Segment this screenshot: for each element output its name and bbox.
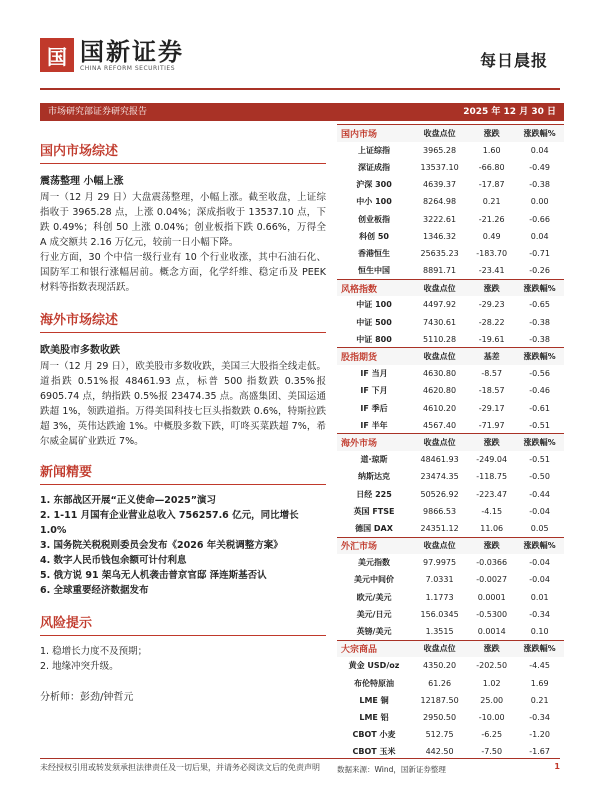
table-row <box>337 589 564 606</box>
instrument-name: CBOT 玉米 <box>352 747 396 757</box>
table-cell: 0.05 <box>530 523 549 533</box>
column-header: 涨跌幅% <box>515 348 564 365</box>
news-item[interactable]: 5. 俄方说 91 架乌无人机袭击普京官邸 泽连斯基否认 <box>40 570 267 581</box>
table-cell: 8891.71 <box>423 265 457 275</box>
table-cell: 4639.37 <box>423 180 457 190</box>
table-row <box>337 314 564 331</box>
table-cell: 50526.92 <box>420 489 459 499</box>
table-row <box>337 142 564 159</box>
table-cell: -0.61 <box>529 403 550 413</box>
table-cell: -19.61 <box>478 334 505 344</box>
table-cell: -23.41 <box>478 265 505 275</box>
table-cell: -0.26 <box>529 265 550 275</box>
table-cell: -6.25 <box>481 730 503 740</box>
table-cell: -0.50 <box>529 472 550 482</box>
column-header: 涨跌 <box>468 434 515 451</box>
table-cell: 12187.50 <box>420 695 459 705</box>
market-table-panel <box>337 124 564 775</box>
table-cell: -0.34 <box>529 609 550 619</box>
table-row <box>337 365 564 382</box>
news-title: 新闻精要 <box>40 461 326 485</box>
table-cell: 7430.61 <box>423 317 457 327</box>
document-title: 每日晨报 <box>479 51 548 70</box>
brand-name: 国新证券 <box>80 38 184 66</box>
table-row <box>337 692 564 709</box>
table-cell: 2950.50 <box>423 712 457 722</box>
instrument-name: 恒生中国 <box>358 265 391 275</box>
table-cell: 4620.80 <box>423 386 457 396</box>
table-cell: -0.56 <box>529 369 550 379</box>
table-cell: -0.0366 <box>476 558 508 568</box>
domestic-title: 国内市场综述 <box>40 140 326 164</box>
table-cell: 7.0331 <box>425 575 454 585</box>
column-header: 收盘点位 <box>411 537 468 554</box>
table-cell: 24351.12 <box>420 523 459 533</box>
risk-item: 1. 稳增长力度不及预期； <box>40 646 148 657</box>
domestic-paragraph-1: 周一（12 月 29 日）大盘震荡整理，小幅上涨。截至收盘，上证综指收于 3965.28 点，上涨 0.04%；深成指收于 13537.10 点，下跌 0.49%；科创 50 上涨 0.04%；创业板指下跌 0.66%，万得全 A 成交额共 2.16 万亿元，较前一日小幅下降。 <box>40 192 326 248</box>
instrument-name: 美元指数 <box>358 558 391 568</box>
table-cell: -0.34 <box>529 712 550 722</box>
table-section-header <box>337 279 564 296</box>
instrument-name: 科创 50 <box>359 231 389 241</box>
table-cell: 48461.93 <box>420 455 459 465</box>
column-header: 涨跌幅% <box>515 537 564 554</box>
table-cell: -0.0027 <box>476 575 508 585</box>
report-bar <box>40 103 564 121</box>
table-cell: 1.69 <box>530 678 549 688</box>
table-cell: 8264.98 <box>423 197 457 207</box>
table-cell: -8.57 <box>481 369 503 379</box>
column-header: 收盘点位 <box>411 279 468 296</box>
table-row <box>337 657 564 674</box>
table-row <box>337 193 564 210</box>
table-section-header <box>337 125 564 142</box>
column-header: 涨跌幅% <box>515 279 564 296</box>
table-row <box>337 382 564 399</box>
brand-subtitle: CHINA REFORM SECURITIES <box>80 65 176 72</box>
risk-item: 2. 地缘冲突升级。 <box>40 661 119 672</box>
table-row <box>337 296 564 313</box>
table-cell: 1.3515 <box>425 626 454 636</box>
table-row <box>337 503 564 520</box>
table-row <box>337 245 564 262</box>
instrument-name: 美元中间价 <box>354 575 395 585</box>
instrument-name: 沪深 300 <box>356 180 392 190</box>
table-cell: 4497.92 <box>423 300 457 310</box>
instrument-name: LME 铝 <box>359 712 389 722</box>
table-cell: 0.0014 <box>477 626 506 636</box>
report-date: 2025 年 12 月 30 日 <box>463 107 556 117</box>
domestic-section <box>40 140 326 295</box>
column-header: 收盘点位 <box>411 640 468 657</box>
column-header: 涨跌 <box>468 125 515 142</box>
instrument-name: 创业板指 <box>358 214 391 224</box>
section-category: 国内市场 <box>337 125 411 142</box>
instrument-name: 上证综指 <box>358 145 391 155</box>
table-cell: -0.04 <box>529 575 550 585</box>
table-row <box>337 468 564 485</box>
report-label: 市场研究部证券研究报告 <box>48 107 148 117</box>
table-cell: 1.02 <box>482 678 501 688</box>
table-cell: 23474.35 <box>420 472 459 482</box>
instrument-name: 中小 100 <box>356 197 392 207</box>
section-category: 风格指数 <box>337 279 411 296</box>
table-section-header <box>337 434 564 451</box>
table-cell: 0.04 <box>530 145 549 155</box>
table-cell: -1.20 <box>529 730 550 740</box>
domestic-paragraph-2: 行业方面，30 个中信一级行业有 10 个行业收涨，其中石油石化、国防军工和银行涨幅居前。概念方面，化学纤维、稳定币及 PEEK 材料等指数表现活跃。 <box>40 252 326 293</box>
table-cell: -17.87 <box>478 180 505 190</box>
page-number: 1 <box>554 762 560 771</box>
table-cell: -0.71 <box>529 248 550 258</box>
table-cell: 0.00 <box>530 197 549 207</box>
instrument-name: 道·琼斯 <box>360 455 388 465</box>
table-cell: -118.75 <box>476 472 508 482</box>
table-row <box>337 571 564 588</box>
table-cell: -0.49 <box>529 162 550 172</box>
instrument-name: 深证成指 <box>358 162 391 172</box>
instrument-name: IF 下月 <box>360 386 388 396</box>
table-section-header <box>337 537 564 554</box>
table-cell: -29.23 <box>478 300 505 310</box>
table-row <box>337 485 564 502</box>
instrument-name: 美元/日元 <box>356 609 392 619</box>
overseas-section <box>40 309 326 449</box>
news-item[interactable]: 4. 数字人民币钱包余额可计付利息 <box>40 555 187 566</box>
data-source: 数据来源：Wind，国新证券整理 <box>337 765 446 775</box>
table-cell: -4.15 <box>481 506 503 516</box>
overseas-paragraph: 周一（12 月 29 日），欧美股市多数收跌，美国三大股指全线走低。道指跌 0.51%报 48461.93 点，标普 500 指数跌 0.35%报 6905.74 点，纳指跌 0.5%报 23474.35 点。高盛集团、美国运通跌超 1%，领跌道指。万得美国科技七巨头指数跌 0.6%，特斯拉跌超 3%，英伟达跌逾 1%。中概股多数下跌，叮咚买菜跌超 7%，希尔威金属矿业跌近 7%。 <box>40 361 326 447</box>
table-row <box>337 262 564 279</box>
table-cell: 3965.28 <box>423 145 457 155</box>
risk-section <box>40 612 326 674</box>
column-header: 涨跌幅% <box>515 640 564 657</box>
news-item[interactable]: 6. 全球重要经济数据发布 <box>40 585 149 596</box>
instrument-name: 中证 100 <box>356 300 392 310</box>
table-cell: -66.80 <box>478 162 505 172</box>
table-cell: 1.1773 <box>425 592 454 602</box>
table-section-header <box>337 348 564 365</box>
table-row <box>337 451 564 468</box>
news-item[interactable]: 3. 国务院关税税则委员会发布《2026 年关税调整方案》 <box>40 540 283 551</box>
table-row <box>337 606 564 623</box>
table-cell: -4.45 <box>529 661 550 671</box>
table-row <box>337 210 564 227</box>
instrument-name: IF 当月 <box>360 369 388 379</box>
table-cell: -223.47 <box>476 489 508 499</box>
instrument-name: 纳斯达克 <box>358 472 391 482</box>
table-row <box>337 159 564 176</box>
table-cell: -0.46 <box>529 386 550 396</box>
instrument-name: 香港恒生 <box>358 248 391 258</box>
table-cell: 4610.20 <box>423 403 457 413</box>
column-header: 涨跌 <box>468 537 515 554</box>
table-cell: 0.01 <box>530 592 549 602</box>
footer-disclaimer: 未经授权引用或转发须承担法律责任及一切后果，并请务必阅读文后的免责声明 <box>40 763 320 772</box>
table-cell: 5110.28 <box>423 334 457 344</box>
column-header: 收盘点位 <box>411 125 468 142</box>
column-header: 收盘点位 <box>411 348 468 365</box>
table-row <box>337 520 564 537</box>
table-cell: -183.70 <box>476 248 508 258</box>
analyst-line: 分析师：彭劲/钟哲元 <box>40 692 134 703</box>
table-cell: 11.06 <box>480 523 504 533</box>
table-cell: -0.04 <box>529 506 550 516</box>
table-row <box>337 228 564 245</box>
overseas-title: 海外市场综述 <box>40 309 326 333</box>
footer-divider <box>40 758 560 759</box>
table-cell: -21.26 <box>478 214 505 224</box>
table-row <box>337 726 564 743</box>
table-cell: -71.97 <box>478 420 505 430</box>
table-cell: 61.26 <box>428 678 452 688</box>
left-column <box>40 140 326 703</box>
table-cell: 1346.32 <box>423 231 457 241</box>
table-cell: -0.38 <box>529 334 550 344</box>
brand-logo: 国 <box>40 38 74 72</box>
table-cell: 4350.20 <box>423 661 457 671</box>
section-category: 股指期货 <box>337 348 411 365</box>
table-cell: -18.57 <box>478 386 505 396</box>
instrument-name: 布伦特原油 <box>354 678 395 688</box>
news-section <box>40 461 326 598</box>
table-cell: -0.66 <box>529 214 550 224</box>
table-cell: -0.44 <box>529 489 550 499</box>
table-section-header <box>337 640 564 657</box>
risk-list <box>40 644 326 674</box>
instrument-name: 欧元/美元 <box>356 592 392 602</box>
table-cell: 4630.80 <box>423 369 457 379</box>
table-cell: -0.38 <box>529 317 550 327</box>
instrument-name: 日经 225 <box>356 489 392 499</box>
table-cell: -249.04 <box>476 455 508 465</box>
instrument-name: 英镑/美元 <box>356 626 392 636</box>
overseas-subtitle: 欧美股市多数收跌 <box>40 345 120 356</box>
section-category: 外汇市场 <box>337 537 411 554</box>
column-header: 基差 <box>468 348 515 365</box>
table-row <box>337 176 564 193</box>
instrument-name: 中证 800 <box>356 334 392 344</box>
table-row <box>337 400 564 417</box>
column-header: 涨跌 <box>468 640 515 657</box>
table-cell: -7.50 <box>481 747 503 757</box>
table-cell: 9866.53 <box>423 506 457 516</box>
section-category: 大宗商品 <box>337 640 411 657</box>
instrument-name: 黄金 USD/oz <box>348 661 400 671</box>
section-category: 海外市场 <box>337 434 411 451</box>
table-cell: 0.21 <box>482 197 501 207</box>
table-cell: -0.51 <box>529 455 550 465</box>
instrument-name: 德国 DAX <box>355 523 393 533</box>
table-cell: 97.9975 <box>423 558 457 568</box>
news-list <box>40 493 326 598</box>
table-row <box>337 331 564 348</box>
table-cell: -0.51 <box>529 420 550 430</box>
table-row <box>337 623 564 640</box>
instrument-name: IF 半年 <box>360 420 388 430</box>
column-header: 涨跌 <box>468 279 515 296</box>
table-cell: 442.50 <box>425 747 454 757</box>
instrument-name: IF 季后 <box>360 403 388 413</box>
news-item[interactable]: 2. 1-11 月国有企业营业总收入 756257.6 亿元，同比增长 1.0% <box>40 510 299 536</box>
table-cell: 0.0001 <box>477 592 506 602</box>
market-data-table <box>337 124 564 760</box>
table-cell: -1.67 <box>529 747 550 757</box>
table-cell: 0.49 <box>482 231 501 241</box>
table-row <box>337 675 564 692</box>
table-cell: -10.00 <box>478 712 505 722</box>
table-cell: -0.04 <box>529 558 550 568</box>
table-cell: 0.10 <box>530 626 549 636</box>
table-cell: -28.22 <box>478 317 505 327</box>
table-cell: -0.5300 <box>476 609 508 619</box>
instrument-name: 英国 FTSE <box>353 506 395 516</box>
table-row <box>337 709 564 726</box>
table-cell: 512.75 <box>425 730 454 740</box>
table-cell: 13537.10 <box>420 162 459 172</box>
column-header: 涨跌幅% <box>515 125 564 142</box>
header-divider <box>40 88 560 90</box>
table-cell: 3222.61 <box>423 214 457 224</box>
news-item[interactable]: 1. 东部战区开展“正义使命—2025”演习 <box>40 495 216 506</box>
risk-title: 风险提示 <box>40 612 326 636</box>
table-cell: 0.21 <box>530 695 549 705</box>
table-cell: 4567.40 <box>423 420 457 430</box>
table-cell: 0.04 <box>530 231 549 241</box>
table-cell: -29.17 <box>478 403 505 413</box>
table-cell: 156.0345 <box>420 609 459 619</box>
table-cell: -0.38 <box>529 180 550 190</box>
table-cell: 25635.23 <box>420 248 459 258</box>
column-header: 涨跌幅% <box>515 434 564 451</box>
table-cell: 1.60 <box>482 145 501 155</box>
table-cell: -0.65 <box>529 300 550 310</box>
table-row <box>337 417 564 434</box>
instrument-name: CBOT 小麦 <box>352 730 396 740</box>
instrument-name: LME 铜 <box>359 695 389 705</box>
instrument-name: 中证 500 <box>356 317 392 327</box>
column-header: 收盘点位 <box>411 434 468 451</box>
domestic-subtitle: 震荡整理 小幅上涨 <box>40 176 124 187</box>
table-cell: -202.50 <box>476 661 508 671</box>
table-row <box>337 554 564 571</box>
table-cell: 25.00 <box>480 695 504 705</box>
